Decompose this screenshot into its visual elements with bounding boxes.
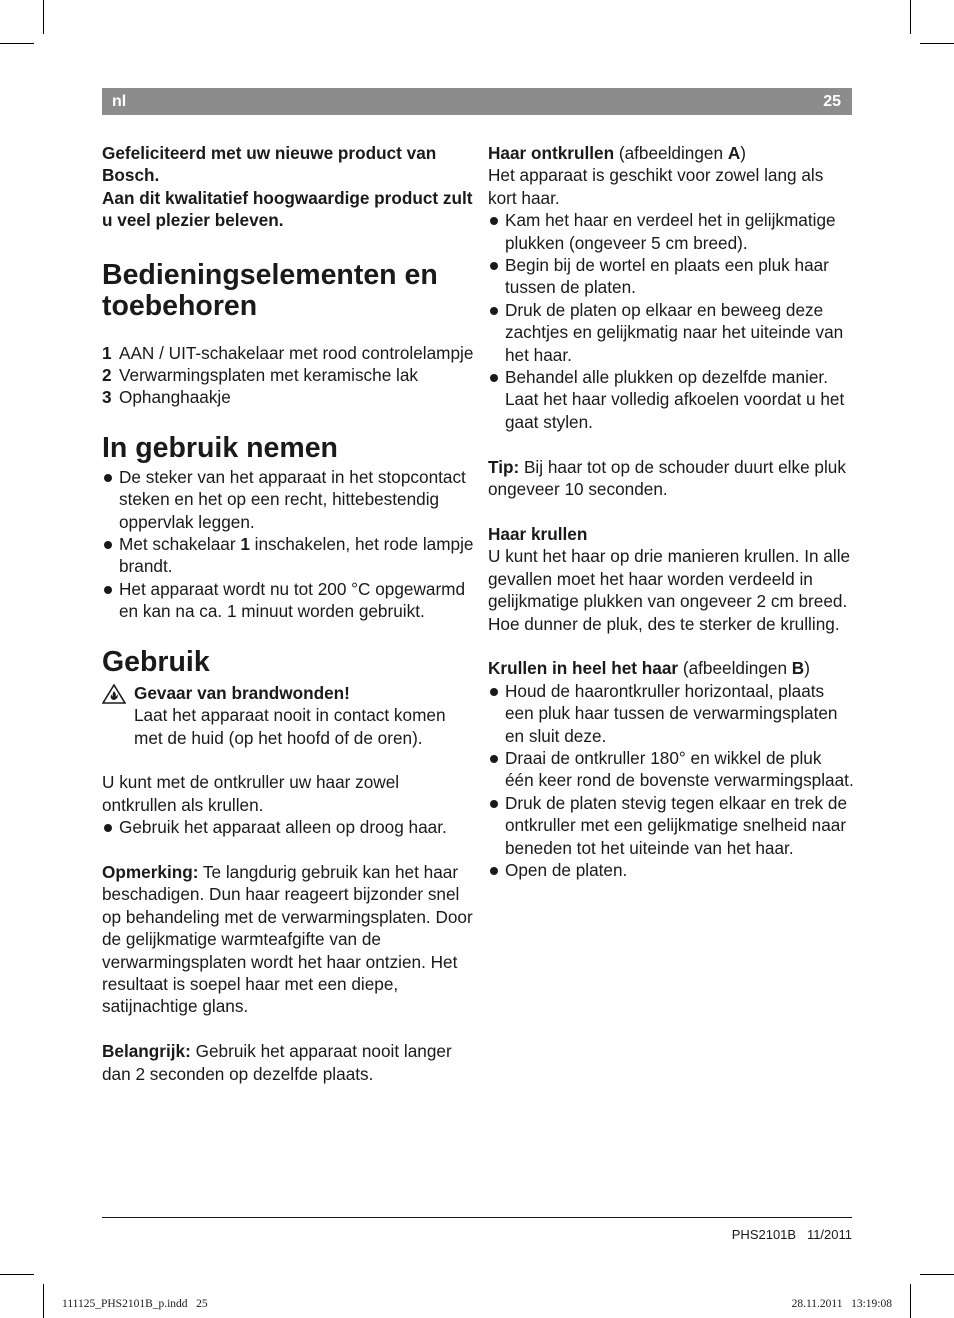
list-item: Gebruik het apparaat alleen op droog haar. bbox=[102, 816, 474, 838]
crop-mark bbox=[920, 43, 954, 44]
curl-text: U kunt het haar op drie manieren krullen. In alle gevallen moet het haar worden verdeeld in gelijkmatige plukken van ongeveer 2 cm breed. Hoe dunner de pluk, des te sterker de krulling. bbox=[488, 546, 851, 634]
warning-icon bbox=[102, 684, 126, 704]
tip-paragraph: Tip: Bij haar tot op de schouder duurt elke pluk ongeveer 10 seconden. bbox=[488, 456, 846, 500]
crop-mark bbox=[0, 1274, 34, 1275]
list-item: 2 Verwarmingsplaten met keramische lak bbox=[102, 365, 418, 386]
crop-mark bbox=[43, 1284, 44, 1318]
start-bullets bbox=[102, 466, 474, 623]
crop-mark bbox=[43, 0, 44, 34]
list-item: Begin bij de wortel en plaats een pluk haar tussen de platen. bbox=[488, 254, 854, 299]
list-item: Behandel alle plukken op dezelfde manier. Laat het haar volledig afkoelen voordat u het gaat stylen. bbox=[488, 366, 854, 433]
page-header bbox=[102, 88, 852, 115]
list-item: Draai de ontkruller 180° en wikkel de pluk één keer rond de bovenste verwarmingsplaat. bbox=[488, 747, 854, 792]
left-column bbox=[102, 142, 474, 1085]
use-bullets bbox=[102, 816, 474, 838]
uncurl-intro: Het apparaat is geschikt voor zowel lang als kort haar. bbox=[488, 165, 824, 208]
important-paragraph: Belangrijk: Gebruik het apparaat nooit langer dan 2 seconden op dezelfde plaats. bbox=[102, 1041, 452, 1084]
print-slug-time: 28.11.2011 13:19:08 bbox=[791, 1298, 892, 1310]
warning-title: Gevaar van brandwonden! bbox=[134, 682, 350, 703]
warning-text: Laat het apparaat nooit in contact komen met de huid (op het hoofd of de oren). bbox=[134, 705, 446, 748]
list-item: Kam het haar en verdeel het in gelijkmatige plukken (ongeveer 5 cm breed). bbox=[488, 209, 854, 254]
footer-rule bbox=[102, 1217, 852, 1218]
list-item: 1 AAN / UIT-schakelaar met rood controlelampje bbox=[102, 342, 474, 363]
uncurl-bullets bbox=[488, 209, 854, 433]
crop-mark bbox=[920, 1274, 954, 1275]
intro-congrats: Gefeliciteerd met uw nieuwe product van Bosch. bbox=[102, 143, 437, 186]
heading-controls: Bedieningselementen en toebehoren bbox=[102, 258, 438, 322]
list-item: Houd de haarontkruller horizontaal, plaats een pluk haar tussen de verwarmingsplaten en sluit deze. bbox=[488, 680, 854, 747]
crop-mark bbox=[910, 0, 911, 34]
crop-mark bbox=[910, 1284, 911, 1318]
parts-list bbox=[102, 342, 474, 409]
intro-enjoy: Aan dit kwalitatief hoogwaardige product zult u veel plezier beleven. bbox=[102, 187, 473, 231]
heading-use: Gebruik bbox=[102, 645, 210, 678]
list-item: Druk de platen op elkaar en beweeg deze zachtjes en gelijkmatig naar het uiteinde van het haar. bbox=[488, 299, 854, 366]
language-code: nl bbox=[112, 93, 127, 110]
print-slug-file: 111125_PHS2101B_p.indd 25 bbox=[62, 1298, 208, 1310]
list-item: Druk de platen stevig tegen elkaar en trek de ontkruller met een gelijkmatige snelheid naar beneden tot het uiteinde van het haar. bbox=[488, 792, 854, 859]
list-item: 3 Ophanghaakje bbox=[102, 387, 231, 408]
heading-start: In gebruik nemen bbox=[102, 431, 338, 464]
page-number: 25 bbox=[823, 93, 841, 110]
use-intro: U kunt met de ontkruller uw haar zowel ontkrullen als krullen. bbox=[102, 772, 400, 815]
list-item: Het apparaat wordt nu tot 200 °C opgewarmd en kan na ca. 1 minuut worden gebruikt. bbox=[102, 578, 474, 623]
uncurl-heading: Haar ontkrullen (afbeeldingen A) bbox=[488, 143, 746, 163]
fullcurl-bullets bbox=[488, 680, 854, 882]
right-column bbox=[488, 142, 854, 881]
list-item: De steker van het apparaat in het stopcontact steken en het op een recht, hittebestendig oppervlak leggen. bbox=[102, 466, 474, 533]
crop-mark bbox=[0, 43, 34, 44]
curl-heading: Haar krullen bbox=[488, 523, 588, 544]
note-paragraph: Opmerking: Te langdurig gebruik kan het haar beschadigen. Dun haar reageert bijzonder snel op behandeling met de verwarmingsplaten. Door de gelijkmatige warmteafgifte van de verwarmingsplaten wordt het haar ontzien. Het resultaat is soepel haar met een diepe, satijnachtige glans. bbox=[102, 861, 473, 1017]
fullcurl-heading: Krullen in heel het haar (afbeeldingen B) bbox=[488, 658, 810, 679]
list-item: Open de platen. bbox=[488, 859, 854, 881]
burn-warning bbox=[102, 682, 474, 749]
footer-model: PHS2101B 11/2011 bbox=[731, 1227, 852, 1242]
list-item: Met schakelaar 1 inschakelen, het rode lampje brandt. bbox=[102, 533, 474, 578]
